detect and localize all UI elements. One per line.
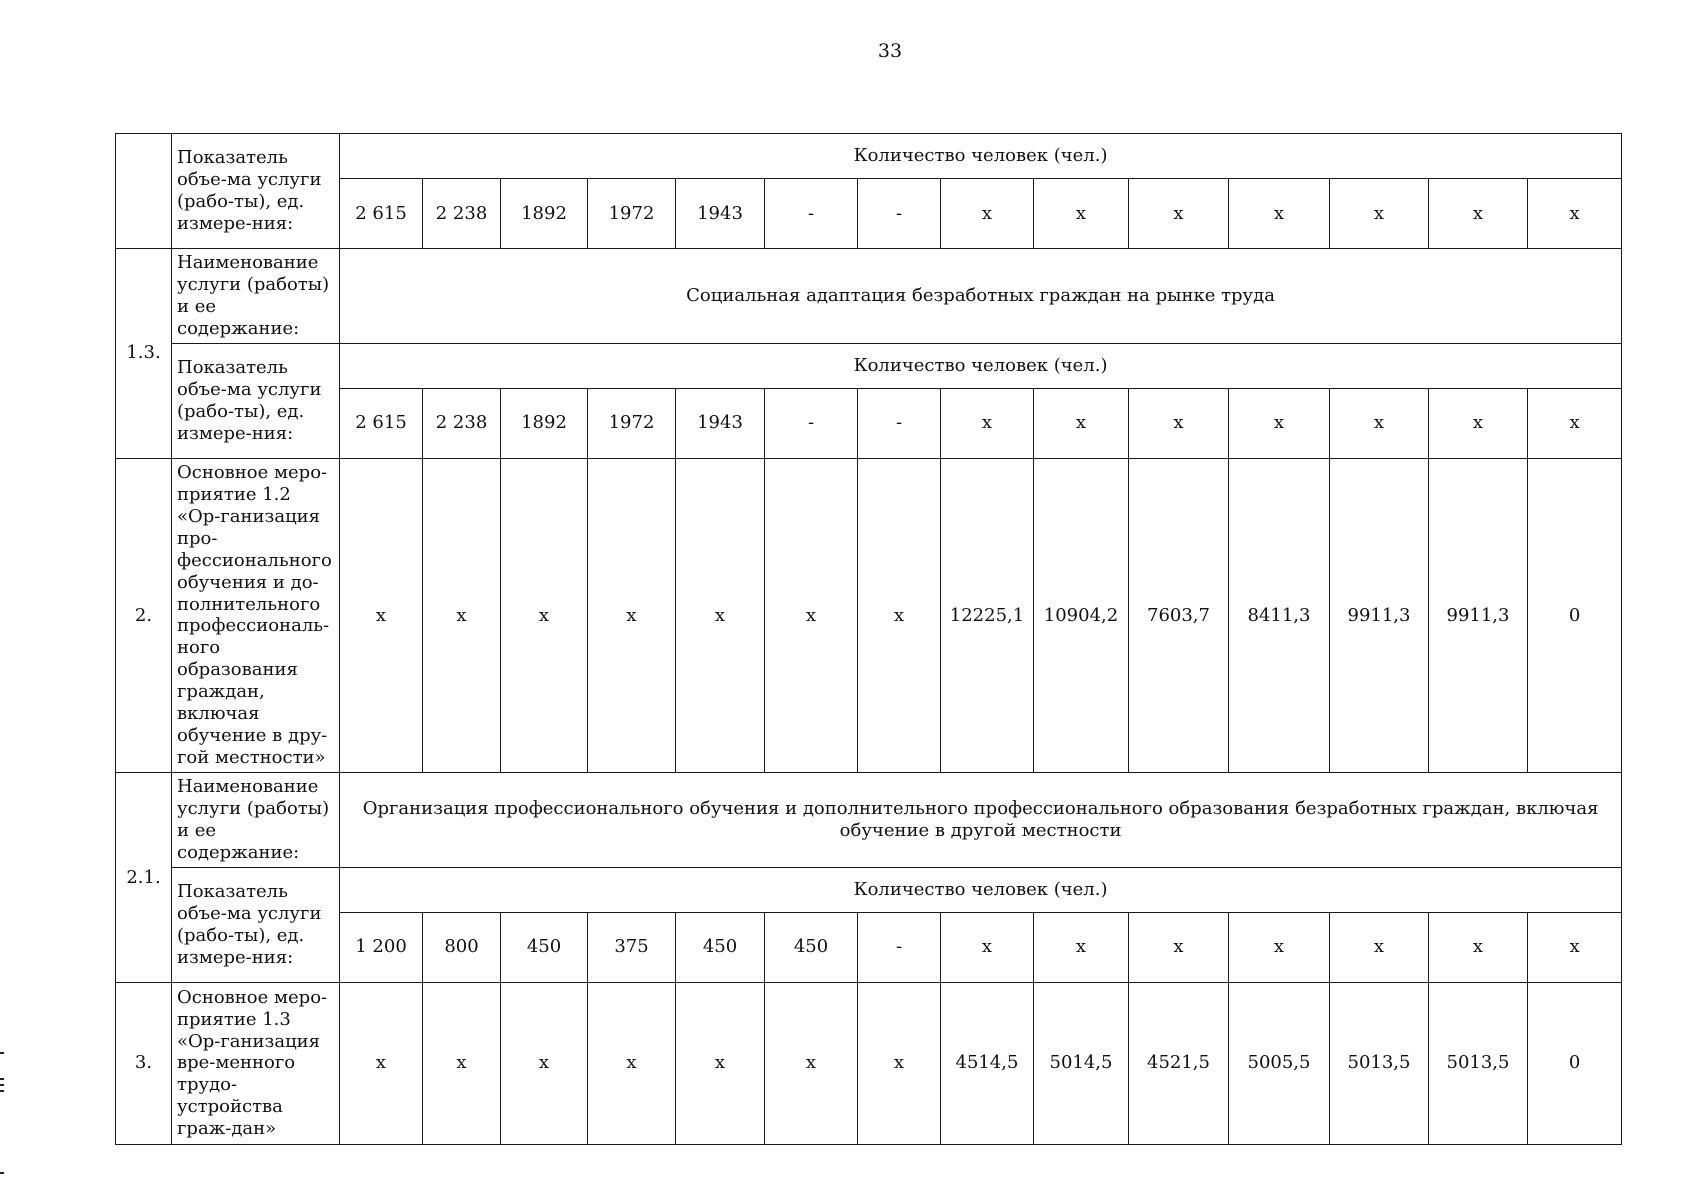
value-cell: - xyxy=(765,388,858,458)
value-cell: x xyxy=(1528,179,1622,249)
value-cell: x xyxy=(1034,179,1129,249)
service-label: Наименование услуги (работы) и ее содержание: xyxy=(172,249,340,344)
value-cell: x xyxy=(1330,179,1429,249)
unit-title: Количество человек (чел.) xyxy=(340,134,1622,179)
value-cell: 2 615 xyxy=(340,388,423,458)
value-cell: 5005,5 xyxy=(1229,982,1330,1144)
scan-margin-mark xyxy=(0,1078,4,1080)
row-number-cell xyxy=(116,134,172,249)
table-row xyxy=(116,388,1622,458)
value-cell: 2 238 xyxy=(423,179,501,249)
scan-margin-mark xyxy=(0,1172,4,1174)
value-cell: x xyxy=(501,982,588,1144)
value-cell: x xyxy=(1229,179,1330,249)
value-cell: x xyxy=(858,458,941,772)
value-cell: x xyxy=(1034,388,1129,458)
value-cell: 7603,7 xyxy=(1129,458,1229,772)
value-cell: 800 xyxy=(423,912,501,982)
value-cell: 10904,2 xyxy=(1034,458,1129,772)
value-cell: x xyxy=(858,982,941,1144)
table-row xyxy=(116,982,1622,1144)
value-cell: x xyxy=(1129,388,1229,458)
row-number: 3. xyxy=(116,982,172,1144)
value-cell: 9911,3 xyxy=(1330,458,1429,772)
value-cell: x xyxy=(1429,179,1528,249)
value-cell: x xyxy=(941,179,1034,249)
value-cell: - xyxy=(858,912,941,982)
value-cell: x xyxy=(765,982,858,1144)
value-cell: x xyxy=(423,982,501,1144)
value-cell: x xyxy=(340,458,423,772)
value-cell: x xyxy=(941,388,1034,458)
row-number: 1.3. xyxy=(116,249,172,459)
value-cell: 4521,5 xyxy=(1129,982,1229,1144)
value-cell: x xyxy=(588,982,676,1144)
value-cell: - xyxy=(858,388,941,458)
value-cell: 1892 xyxy=(501,388,588,458)
row-number: 2. xyxy=(116,458,172,772)
value-cell: 1972 xyxy=(588,388,676,458)
table-row xyxy=(116,773,1622,868)
scan-margin-mark xyxy=(0,1084,4,1086)
value-cell: 1972 xyxy=(588,179,676,249)
value-cell: 450 xyxy=(765,912,858,982)
indicator-label: Показатель объе-ма услуги (рабо-ты), ед. измере-ния: xyxy=(172,134,340,249)
value-cell: x xyxy=(1229,912,1330,982)
value-cell: x xyxy=(1429,912,1528,982)
value-cell: 12225,1 xyxy=(941,458,1034,772)
value-cell: x xyxy=(1229,388,1330,458)
service-name: Организация профессионального обучения и дополнительного профессионального образования безработных граждан, включая обучение в другой местности xyxy=(340,773,1622,868)
page-number: 33 xyxy=(877,40,903,62)
unit-title: Количество человек (чел.) xyxy=(340,867,1622,912)
program-table xyxy=(115,133,1622,1145)
table-row xyxy=(116,458,1622,772)
scan-margin-mark xyxy=(0,1052,4,1054)
table-row xyxy=(116,867,1622,912)
unit-title: Количество человек (чел.) xyxy=(340,343,1622,388)
value-cell: x xyxy=(1129,179,1229,249)
value-cell: x xyxy=(1528,912,1622,982)
value-cell: x xyxy=(1330,388,1429,458)
indicator-label: Показатель объе-ма услуги (рабо-ты), ед. измере-ния: xyxy=(172,343,340,458)
value-cell: x xyxy=(588,458,676,772)
value-cell: 450 xyxy=(501,912,588,982)
value-cell: 2 238 xyxy=(423,388,501,458)
value-cell: x xyxy=(765,458,858,772)
value-cell: 8411,3 xyxy=(1229,458,1330,772)
table-row xyxy=(116,343,1622,388)
scan-margin-mark xyxy=(0,1090,4,1092)
table-row xyxy=(116,179,1622,249)
value-cell: 1 200 xyxy=(340,912,423,982)
value-cell: x xyxy=(1429,388,1528,458)
value-cell: 5013,5 xyxy=(1429,982,1528,1144)
indicator-label: Показатель объе-ма услуги (рабо-ты), ед. измере-ния: xyxy=(172,867,340,982)
value-cell: 1892 xyxy=(501,179,588,249)
value-cell: 450 xyxy=(676,912,765,982)
value-cell: 4514,5 xyxy=(941,982,1034,1144)
value-cell: 9911,3 xyxy=(1429,458,1528,772)
value-cell: 2 615 xyxy=(340,179,423,249)
value-cell: - xyxy=(858,179,941,249)
value-cell: 1943 xyxy=(676,388,765,458)
value-cell: x xyxy=(676,458,765,772)
service-label: Наименование услуги (работы) и ее содержание: xyxy=(172,773,340,868)
row-number: 2.1. xyxy=(116,773,172,983)
value-cell: x xyxy=(340,982,423,1144)
value-cell: x xyxy=(676,982,765,1144)
table-row xyxy=(116,249,1622,344)
value-cell: x xyxy=(1330,912,1429,982)
value-cell: 1943 xyxy=(676,179,765,249)
value-cell: x xyxy=(1034,912,1129,982)
service-name: Социальная адаптация безработных граждан на рынке труда xyxy=(340,249,1622,344)
value-cell: 0 xyxy=(1528,982,1622,1144)
value-cell: x xyxy=(1129,912,1229,982)
value-cell: x xyxy=(1528,388,1622,458)
value-cell: 375 xyxy=(588,912,676,982)
table-row xyxy=(116,134,1622,179)
value-cell: 5014,5 xyxy=(1034,982,1129,1144)
value-cell: - xyxy=(765,179,858,249)
value-cell: x xyxy=(423,458,501,772)
activity-label: Основное меро-приятие 1.2 «Ор-ганизация про-фессионального обучения и до-полнительного профессиональ-ного образования граждан, включая обучение в дру-гой местности» xyxy=(172,458,340,772)
table-row xyxy=(116,912,1622,982)
value-cell: 0 xyxy=(1528,458,1622,772)
activity-label: Основное меро-приятие 1.3 «Ор-ганизация вре-менного трудо-устройства граж-дан» xyxy=(172,982,340,1144)
value-cell: x xyxy=(941,912,1034,982)
value-cell: 5013,5 xyxy=(1330,982,1429,1144)
value-cell: x xyxy=(501,458,588,772)
